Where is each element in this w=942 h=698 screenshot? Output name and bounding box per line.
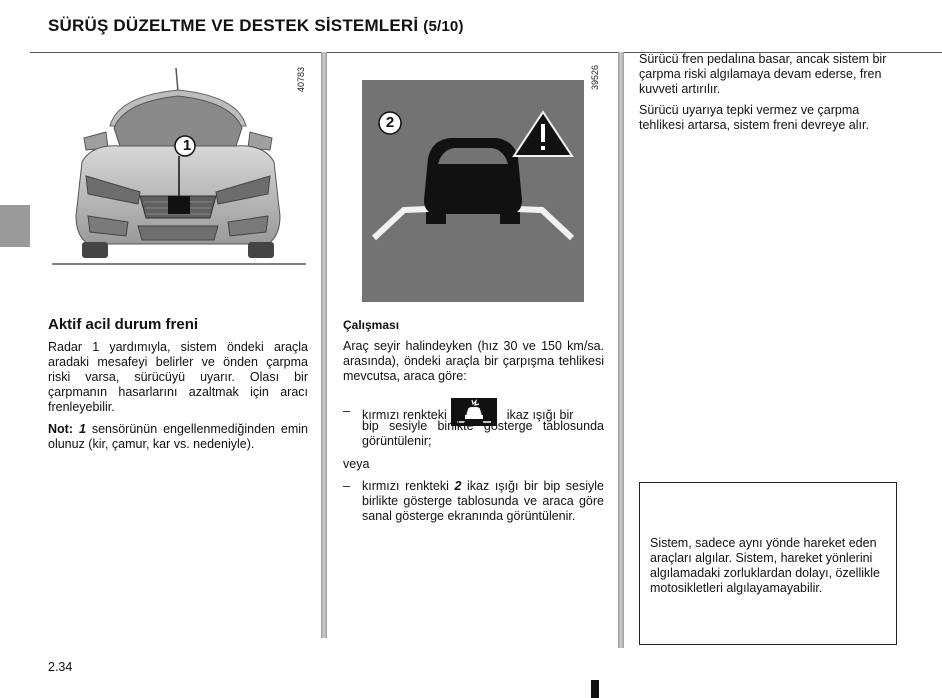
car-front-illustration: [48, 66, 310, 270]
note-text: sensörünün engellenmediğinden emin olunuz (kir, çamur, kar vs. nedeniyle).: [48, 422, 308, 451]
note-label: Not:: [48, 422, 73, 436]
or-text: veya: [343, 457, 370, 471]
chapter-tab: [0, 205, 30, 247]
section-heading-emergency-brake: Aktif acil durum freni: [48, 316, 199, 333]
intro-text: Radar 1 yardımıyla, sistem öndeki araçla aradaki mesafeyi belirler ve önden çarpma riski varsa, sürücüyü uyarır. Olası bir çarpmanın hasarlarını azaltmak için aracı frenleyebilir.: [48, 340, 308, 414]
page-title: [48, 16, 464, 36]
item1-visible: bip sesiyle birlikte gösterge tablosunda görüntülenir;: [362, 419, 604, 448]
right-paragraph-2: Sürücü uyarıya tepki vermez ve çarpma tehlikesi artarsa, sistem freni devreye alır.: [639, 103, 869, 132]
list-dash-1: –: [343, 404, 350, 418]
item1-lead: kırmızı renkteki: [362, 407, 447, 422]
note-box: [639, 482, 897, 645]
item2-lead: kırmızı renkteki: [362, 479, 455, 493]
operation-intro: Araç seyir halindeyken (hız 30 ve 150 km/sa. arasında), öndeki araçla bir çarpışma tehlikesi mevcutsa, araca göre:: [343, 339, 604, 383]
item2-number: 2: [454, 479, 462, 493]
list-item-2: [362, 479, 604, 524]
item1-tail-start: ikaz ışığı bir: [506, 407, 574, 422]
callout-2-label: 2: [385, 114, 395, 131]
operation-heading: Çalışması: [343, 318, 400, 332]
figure-number-39526: 39526: [590, 64, 600, 90]
column-divider-2: [618, 52, 624, 648]
column-divider-1: [321, 52, 327, 638]
page-edge-marker: [591, 680, 599, 698]
page-number: 2.34: [48, 660, 73, 674]
note-paragraph: [48, 422, 308, 452]
page-counter: (5/10): [423, 18, 464, 35]
figure-number-40783: 40783: [296, 66, 306, 92]
note-number: 1: [78, 422, 86, 436]
list-item-1-continued: [362, 419, 604, 449]
note-box-text: Sistem, sadece aynı yönde hareket eden araçları algılar. Sistem, hareket yönlerini algılamadaki zorluklardan dolayı, özellikle motosikletleri algılayamayabilir.: [650, 536, 880, 595]
callout-1-label: 1: [182, 137, 192, 154]
title-text: SÜRÜŞ DÜZELTME VE DESTEK SİSTEMLERİ: [48, 16, 419, 35]
right-paragraph-1: Sürücü fren pedalına basar, ancak sistem bir çarpma riski algılamaya devam ederse, fren kuvveti artırılır.: [639, 52, 887, 96]
intro-paragraph: [48, 340, 308, 415]
list-dash-2: –: [343, 479, 350, 493]
item2-text: ikaz ışığı bir bip sesiyle birlikte gösterge tablosunda ve araca göre sanal gösterge ekranında görüntülenir.: [362, 479, 604, 523]
